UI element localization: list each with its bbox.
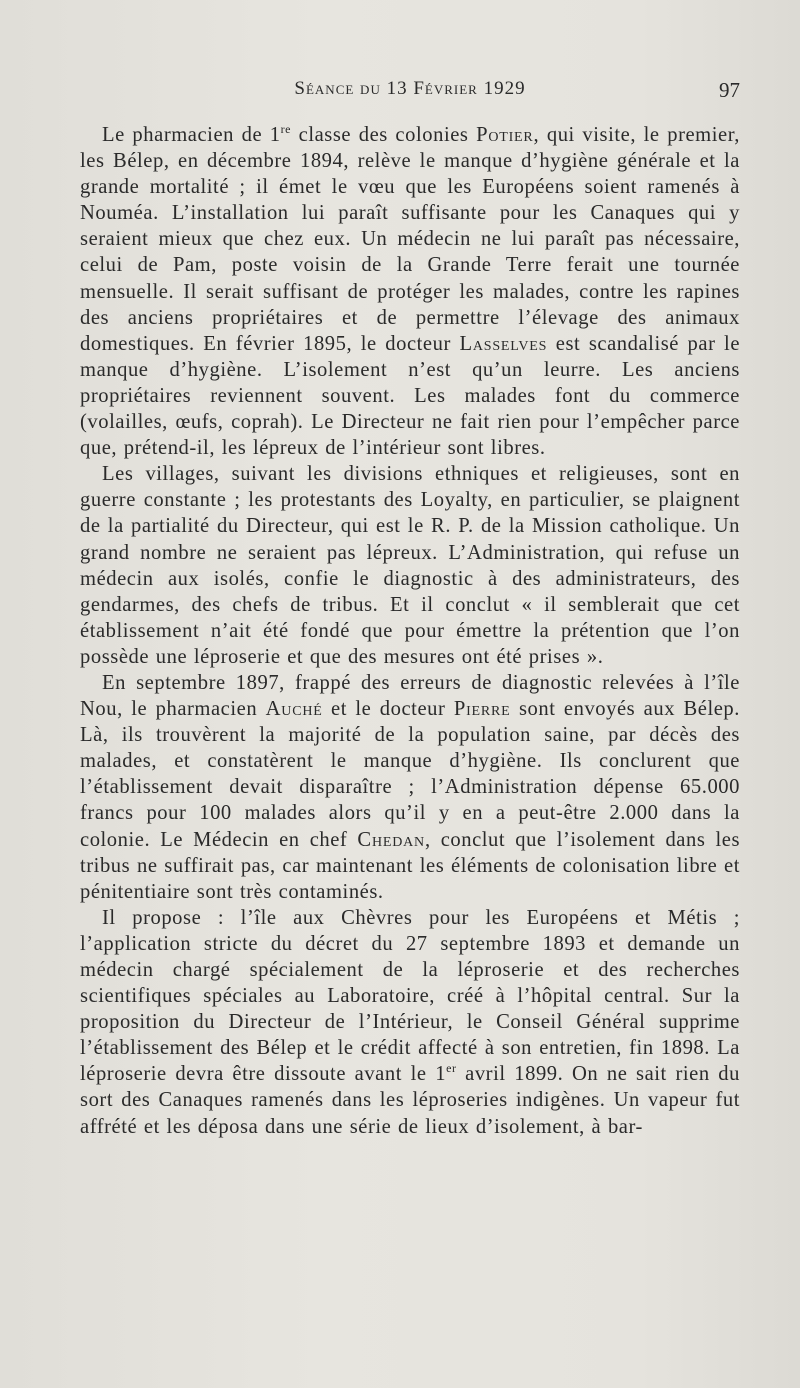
paragraph-text: et le docteur xyxy=(322,698,454,721)
person-name: Chedan xyxy=(357,828,425,851)
person-name: Auché xyxy=(265,698,323,721)
body-text xyxy=(80,122,740,1140)
ordinal-suffix: re xyxy=(280,122,292,137)
paragraph-text: , qui visite, le premier, les Bélep, en décembre 1894, relève le manque d’hygiène générale et la grande mortalité ; il émet le vœu que les Européens soient ramenés à Nouméa. L’installation lui paraît suffisante pour les Canaques qui y seraient mieux que chez eux. Un médecin ne lui paraît pas nécessaire, celui de Pam, poste voisin de la Grande Terre ferait une tournée mensuelle. Il serait suffisant de protéger les malades, contre les rapines des anciens propriétaires et de permettre l’élevage des animaux domestiques. En février 1895, le docteur xyxy=(80,124,740,355)
paragraph-text: Il propose : l’île aux Chèvres pour les Européens et Métis ; l’application stricte du décret du 27 septembre 1893 et demande un médecin chargé spécialement de la léproserie et des recherches scientifiques spéciales au Laboratoire, créé à l’hôpital central. Sur la proposition du Directeur de l’Intérieur, le Conseil Général supprime l’établissement des Bélep et le crédit affecté à son entretien, fin 1898. La léproserie devra être dissoute avant le 1 xyxy=(80,906,740,1086)
paragraph-text: avril 1899. On ne sait rien du sort des Canaques ramenés dans les léproseries indigènes. Un vapeur fut affrété et les déposa dans une série de lieux d’isolement, à bar- xyxy=(80,1063,740,1138)
paragraph-text: En septembre 1897, frappé des erreurs de diagnostic relevées à l’île Nou, le pharmacien xyxy=(80,671,740,721)
paragraph-text: Le pharmacien de 1 xyxy=(102,124,281,146)
paragraph-text: classe des colonies xyxy=(291,124,477,146)
paragraph-3 xyxy=(80,670,740,905)
person-name: Pierre xyxy=(453,698,511,721)
paragraph-text: Les villages, suivant les divisions ethniques et religieuses, sont en guerre constante ; les protestants des Loyalty, en particulier, se plaignent de la partialité du Directeur, qui est le R. P. de la Mission catholique. Un grand nombre ne seraient pas lépreux. L’Administration, qui refuse un médecin aux isolés, confie le diagnostic à des administrateurs, des gendarmes, des chefs de tribus. Et il conclut « il semblerait que cet établissement n’ait été fondé que pour émettre la prétention que l’on possède une léproserie et que des mesures ont été prises ». xyxy=(80,463,740,668)
paragraph-text: sont envoyés aux Bélep. Là, ils trouvèrent la majorité de la population saine, par décès des malades, et constatèrent le manque d’hygiène. Ils conclurent que l’établissement devait disparaître ; l’Administration dépense 65.000 francs pour 100 malades alors qu’il y en a peut-être 2.000 dans la colonie. Le Médecin en chef xyxy=(80,698,740,851)
paragraph-2 xyxy=(80,461,740,670)
paragraph-text: , conclut que l’isolement dans les tribus ne suffirait pas, car maintenant les éléments de colonisation libre et pénitentiaire sont très contaminés. xyxy=(80,828,741,903)
page-header xyxy=(80,74,740,106)
running-title: Séance du 13 Février 1929 xyxy=(294,78,526,99)
paragraph-text: est scandalisé par le manque d’hygiène. L’isolement n’est qu’un leurre. Les anciens propriétaires reviennent souvent. Les malades font du commerce (volailles, œufs, coprah). Le Directeur ne fait rien pour l’empêcher parce que, prétend-il, les lépreux de l’intérieur sont libres. xyxy=(80,332,741,460)
person-name: Potier xyxy=(476,124,534,146)
paragraph-4 xyxy=(80,905,740,1140)
paragraph-1 xyxy=(80,122,740,461)
ordinal-suffix: er xyxy=(446,1061,457,1076)
page-number: 97 xyxy=(719,78,740,102)
person-name: Lasselves xyxy=(459,332,548,355)
